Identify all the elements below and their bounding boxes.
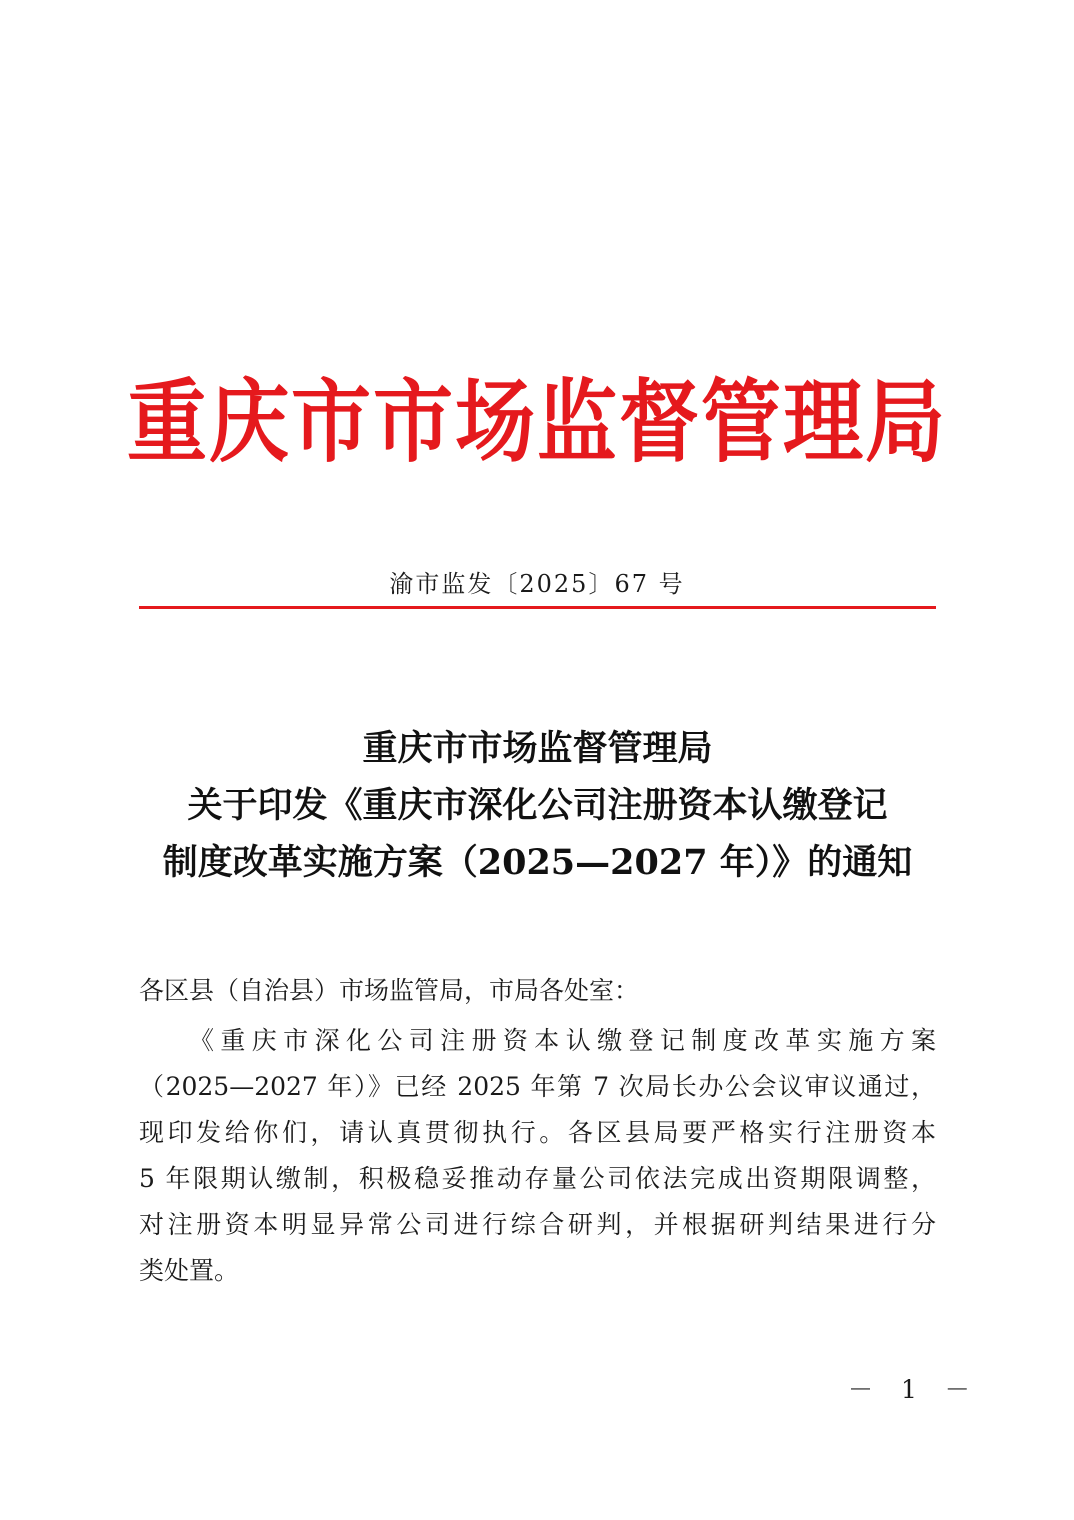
title-line-2: 关于印发《重庆市深化公司注册资本认缴登记: [187, 785, 888, 826]
body-line: 对注册资本明显异常公司进行综合研判，并根据研判结果进行分: [139, 1210, 936, 1239]
body-paragraph: [139, 1018, 936, 1294]
agency-masthead: 重庆市市场监督管理局: [127, 368, 947, 475]
document-number: 渝市监发〔2025〕67 号: [389, 570, 685, 598]
body-line: （2025—2027 年）》已经 2025 年第 7 次局长办公会议审议通过，: [139, 1072, 936, 1101]
body-line: 《重庆市深化公司注册资本认缴登记制度改革实施方案: [189, 1026, 936, 1055]
title-line-1: 重庆市市场监督管理局: [362, 728, 713, 769]
salutation: 各区县（自治县）市场监管局，市局各处室：: [139, 976, 640, 1005]
body-line: 5 年限期认缴制，积极稳妥推动存量公司依法完成出资期限调整，: [139, 1164, 936, 1193]
title-line-3: 制度改革实施方案（2025—2027 年）》的通知: [162, 842, 913, 883]
red-divider: [139, 606, 936, 609]
body-line: 类处置。: [139, 1256, 240, 1285]
page-number: － 1 －: [848, 1375, 980, 1404]
body-line: 现印发给你们，请认真贯彻执行。各区县局要严格实行注册资本: [139, 1118, 936, 1147]
document-title: [139, 720, 936, 891]
